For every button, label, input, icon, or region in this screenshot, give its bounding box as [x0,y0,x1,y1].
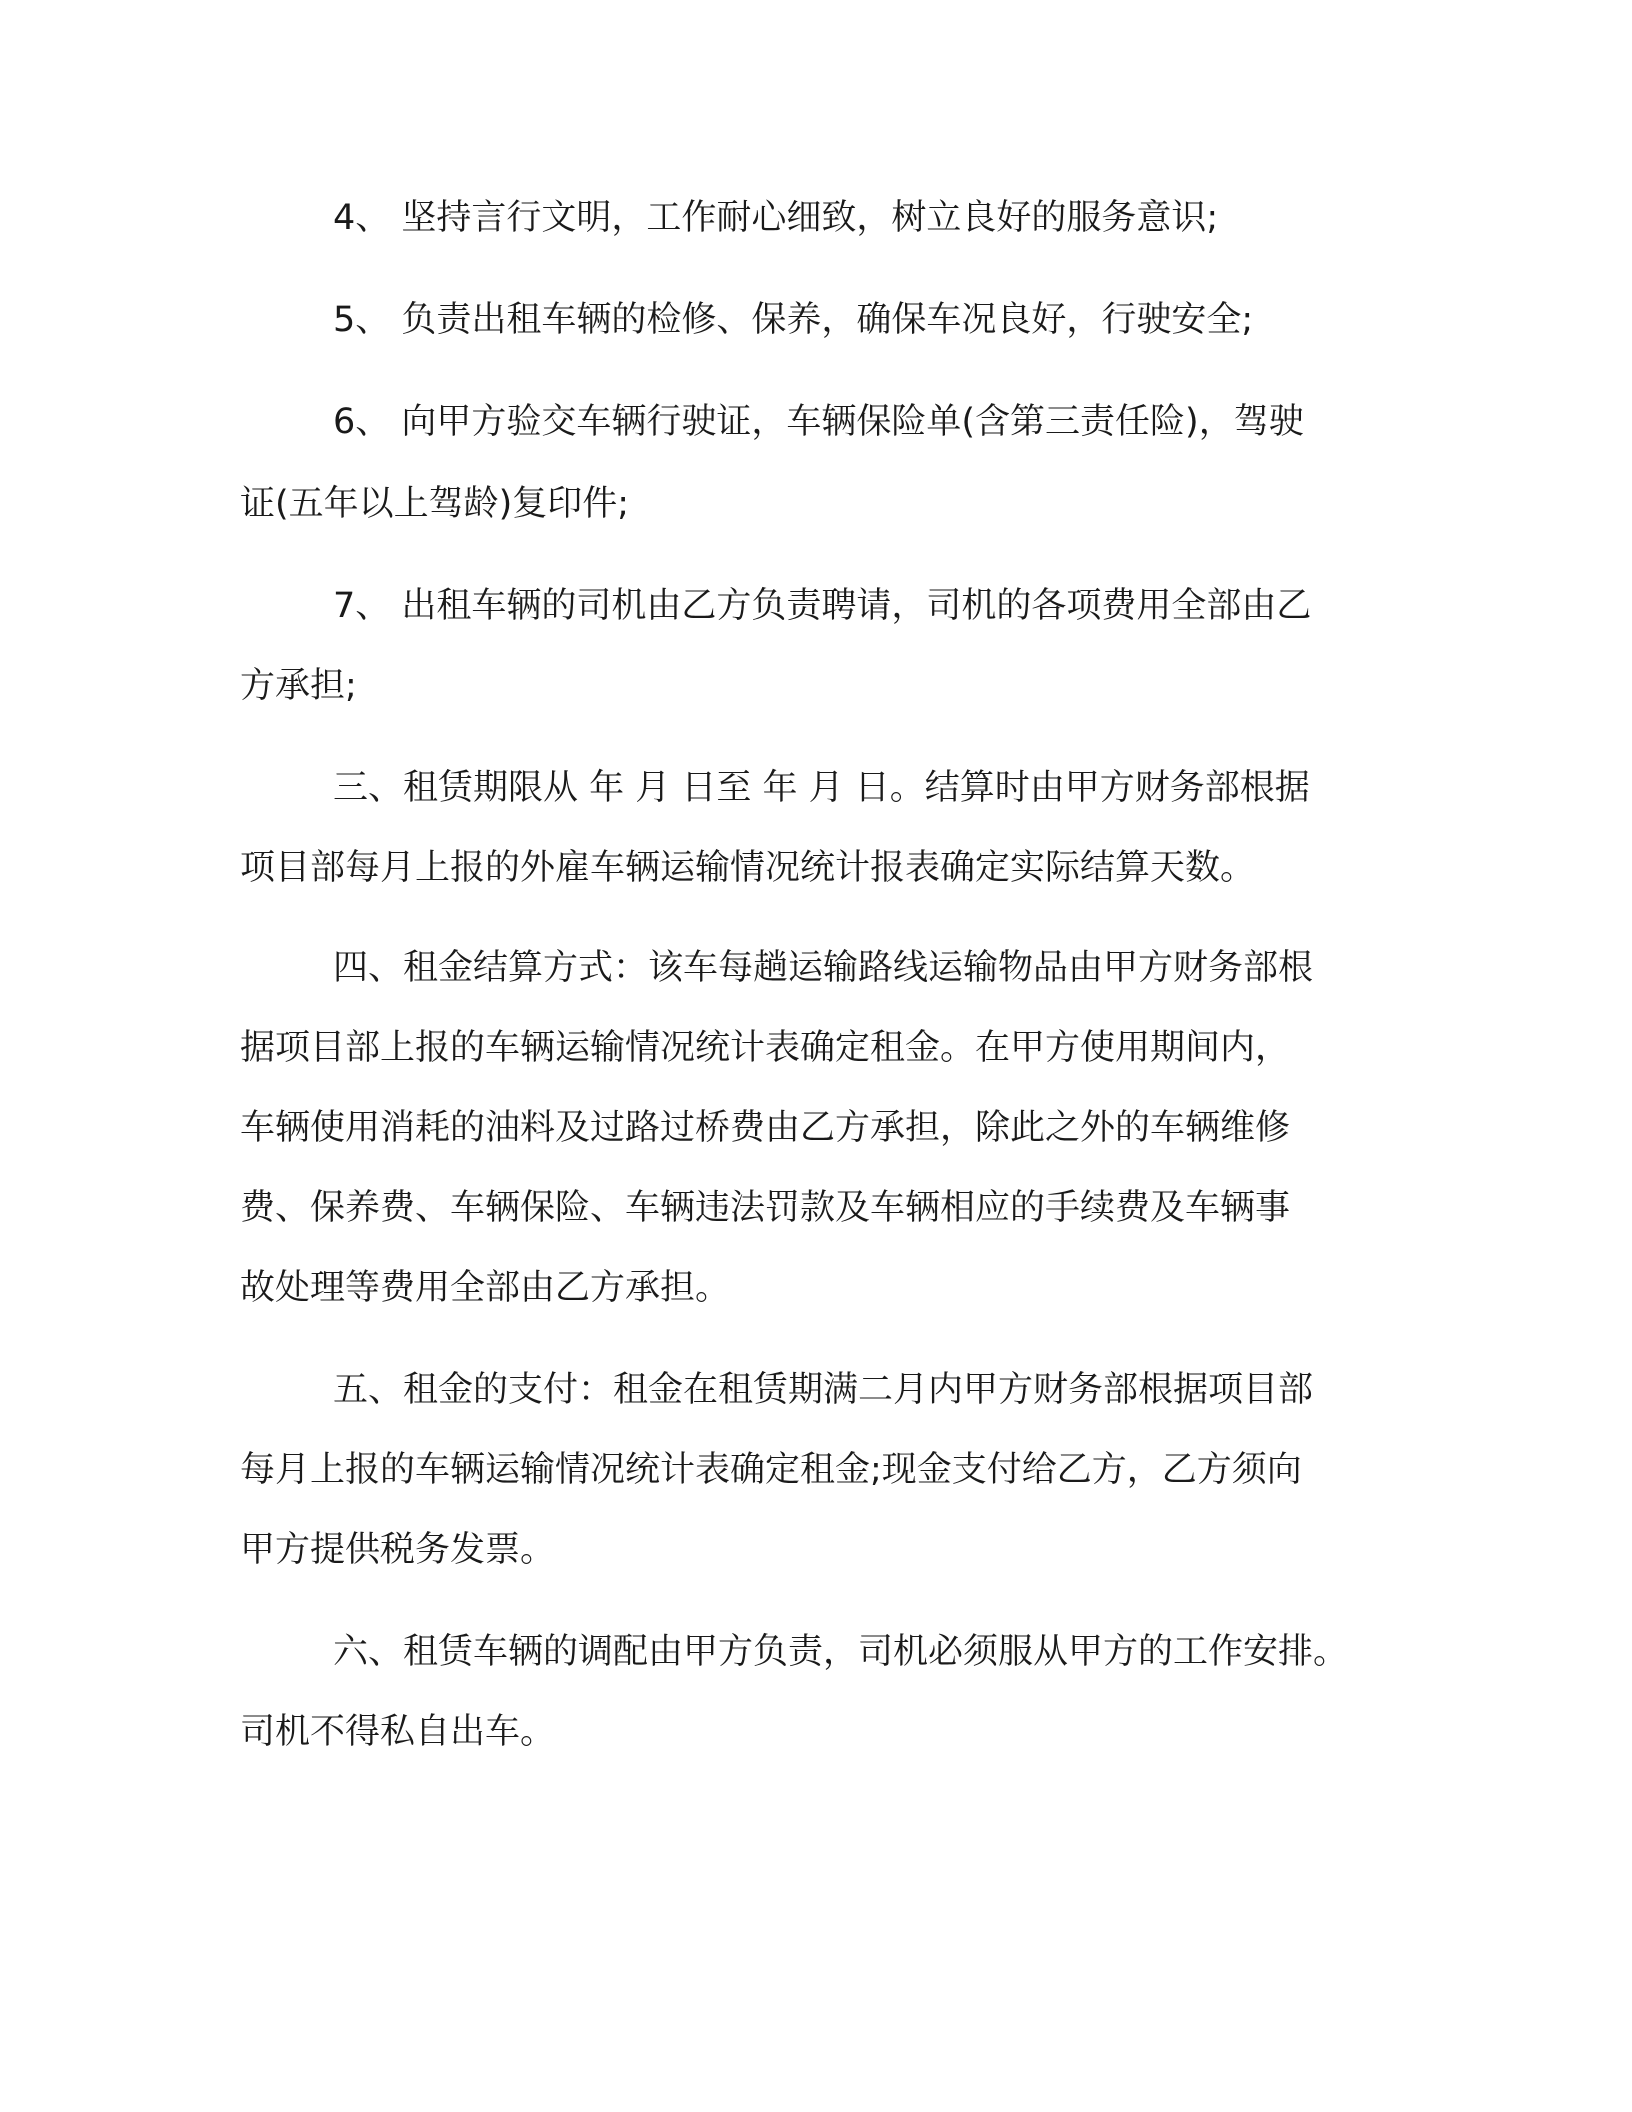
item-6-line-1: 6、 向甲方验交车辆行驶证，车辆保险单(含第三责任险)，驾驶 [333,402,1304,442]
section-3-line-2: 项目部每月上报的外雇车辆运输情况统计报表确定实际结算天数。 [240,848,1256,888]
section-4-line-2: 据项目部上报的车辆运输情况统计表确定租金。在甲方使用期间内， [240,1028,1291,1068]
section-5-line-1: 五、租金的支付：租金在租赁期满二月内甲方财务部根据项目部 [333,1370,1314,1410]
item-5-line-1: 5、 负责出租车辆的检修、保养，确保车况良好，行驶安全; [333,300,1254,340]
section-5-line-2: 每月上报的车辆运输情况统计表确定租金;现金支付给乙方，乙方须向 [240,1450,1302,1490]
item-7-line-2: 方承担; [240,666,357,706]
section-4-line-4: 费、保养费、车辆保险、车辆违法罚款及车辆相应的手续费及车辆事 [240,1188,1291,1228]
section-4-line-5: 故处理等费用全部由乙方承担。 [240,1268,731,1308]
section-3-line-1: 三、租赁期限从 年 月 日至 年 月 日。结算时由甲方财务部根据 [333,768,1310,808]
section-4-line-1: 四、租金结算方式：该车每趟运输路线运输物品由甲方财务部根 [333,948,1314,988]
section-5-line-3: 甲方提供税务发票。 [240,1530,556,1570]
item-7-line-1: 7、 出租车辆的司机由乙方负责聘请，司机的各项费用全部由乙 [333,586,1312,626]
section-6-line-2: 司机不得私自出车。 [240,1712,556,1752]
section-6-line-1: 六、租赁车辆的调配由甲方负责，司机必须服从甲方的工作安排。 [333,1632,1349,1672]
item-4-line-1: 4、 坚持言行文明，工作耐心细致，树立良好的服务意识; [333,198,1219,238]
section-4-line-3: 车辆使用消耗的油料及过路过桥费由乙方承担，除此之外的车辆维修 [240,1108,1291,1148]
item-6-line-2: 证(五年以上驾龄)复印件; [240,484,630,524]
